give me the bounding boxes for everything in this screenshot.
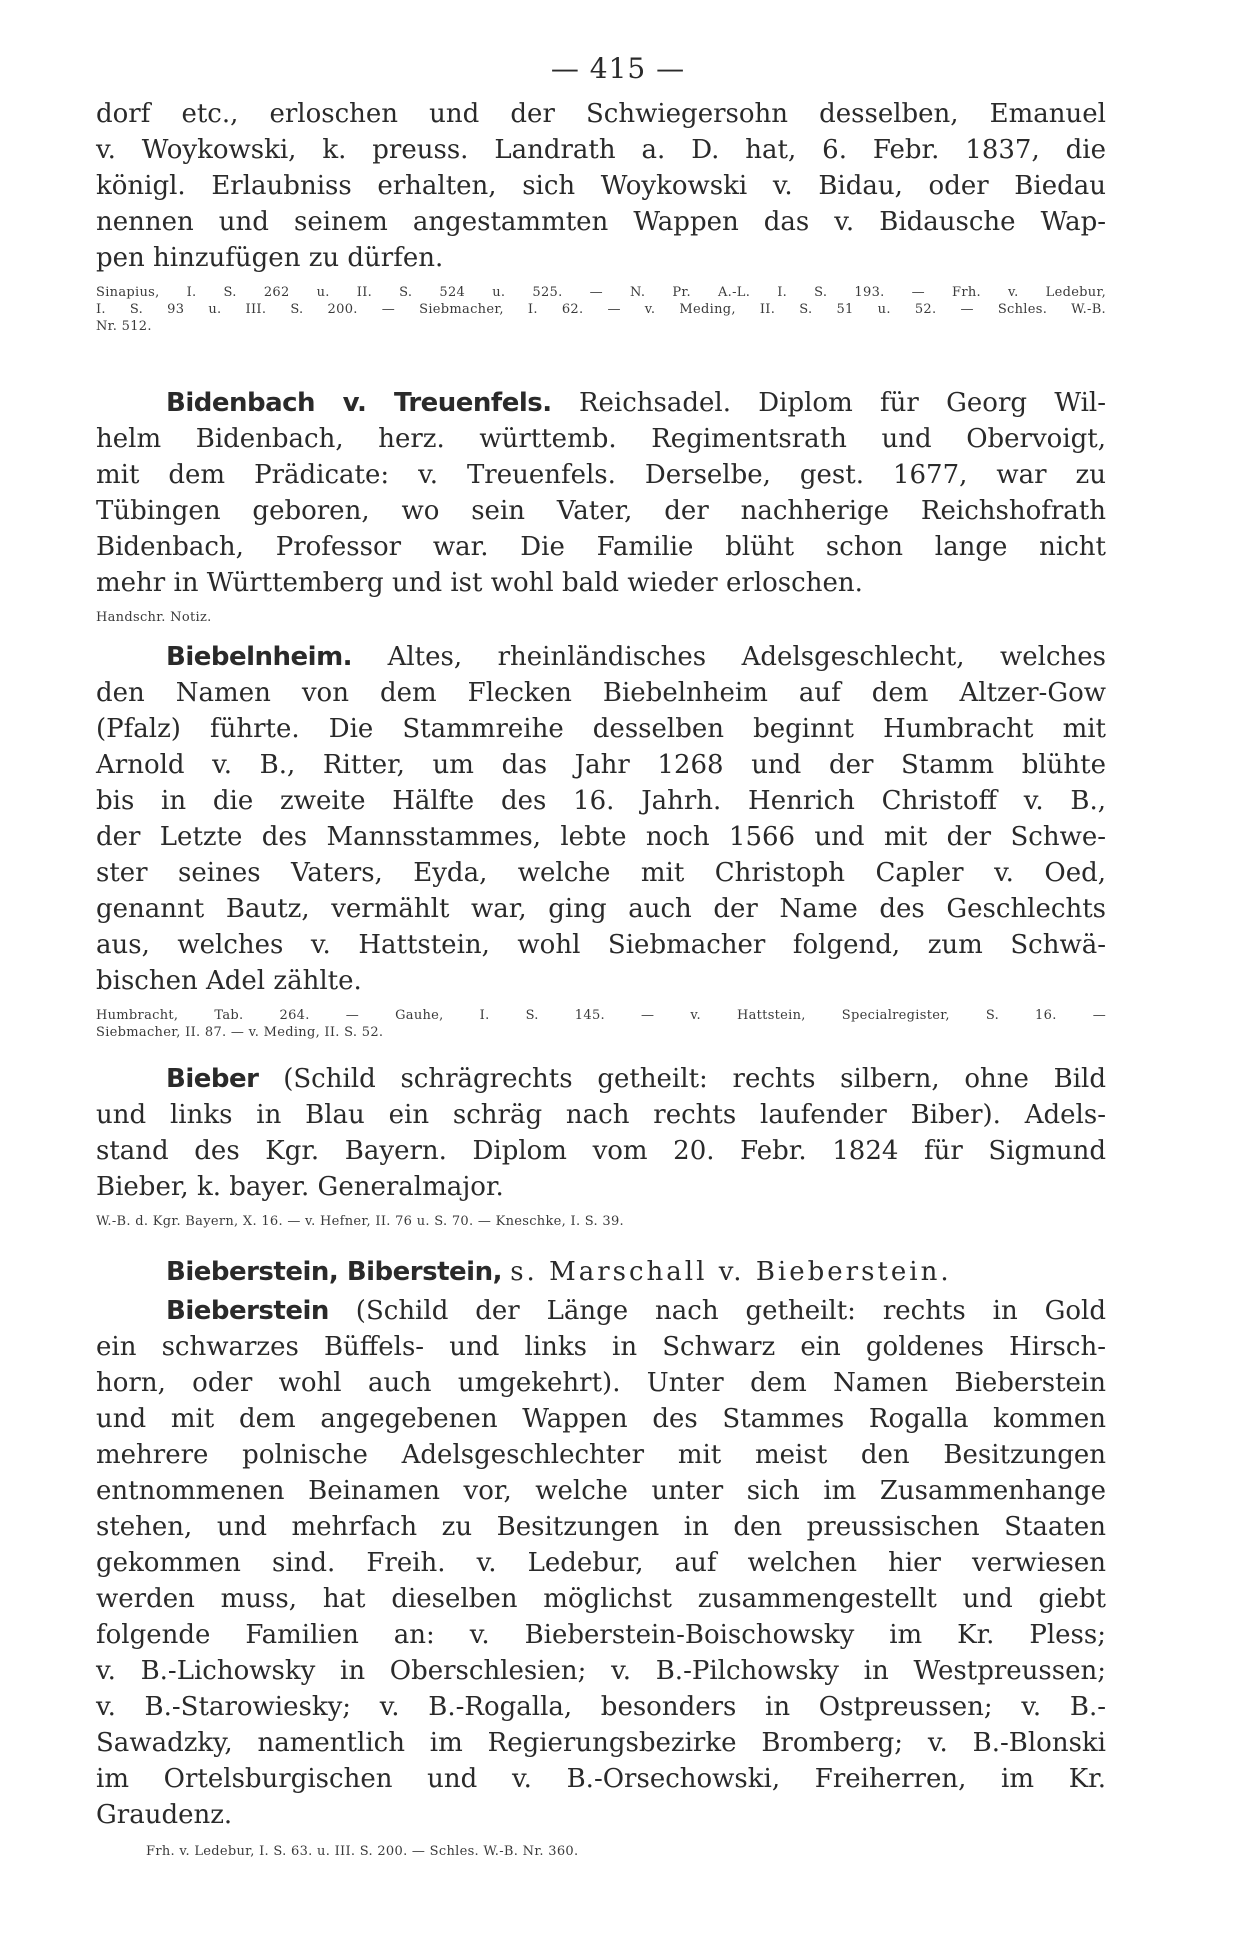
text-line: v. Woykowski, k. preuss. Landrath a. D. hat, 6. Febr. 1837, die	[96, 135, 1106, 165]
entry-biebelnheim	[96, 639, 1106, 1041]
text-line: mehr in Württemberg und ist wohl bald wieder erloschen.	[96, 568, 863, 598]
text-line	[96, 385, 1106, 421]
text-line	[96, 1061, 1106, 1097]
entry-bieberstein	[96, 1293, 1106, 1860]
text-line: ster seines Vaters, Eyda, welche mit Christoph Capler v. Oed,	[96, 858, 1106, 888]
entry-heading: Bieberstein, Biberstein,	[166, 1257, 502, 1287]
text-line: (Pfalz) führte. Die Stammreihe desselben beginnt Humbracht mit	[96, 714, 1106, 744]
text-line: dorf etc., erloschen und der Schwiegersohn desselben, Emanuel	[96, 99, 1106, 129]
text-line: gekommen sind. Freih. v. Ledebur, auf welchen hier verwiesen	[96, 1548, 1106, 1578]
text-line: entnommenen Beinamen vor, welche unter sich im Zusammenhange	[96, 1476, 1106, 1506]
entry-heading: Biebelnheim.	[166, 642, 353, 672]
text-line: helm Bidenbach, herz. württemb. Regimentsrath und Obervoigt,	[96, 424, 1106, 454]
text-line: Bidenbach, Professor war. Die Familie blüht schon lange nicht	[96, 532, 1106, 562]
source-citation: Humbracht, Tab. 264. — Gauhe, I. S. 145. — v. Hattstein, Specialregister, S. 16. —	[96, 1008, 1106, 1023]
text-line: im Ortelsburgischen und v. B.-Orsechowski, Freiherren, im Kr.	[96, 1764, 1106, 1794]
page-number: — 415 —	[550, 52, 686, 85]
text-line	[96, 1254, 1106, 1290]
entry-heading: Bidenbach v. Treuenfels.	[166, 388, 552, 418]
text-line-content: Altes, rheinländisches Adelsgeschlecht, welches	[387, 642, 1107, 672]
entry-heading: Bieber	[166, 1064, 259, 1094]
entry-woykowski-continuation	[96, 96, 1106, 335]
text-line: Sawadzky, namentlich im Regierungsbezirke Bromberg; v. B.-Blonski	[96, 1728, 1106, 1758]
text-line: Tübingen geboren, wo sein Vater, der nachherige Reichshofrath	[96, 496, 1106, 526]
text-line: stehen, und mehrfach zu Besitzungen in den preussischen Staaten	[96, 1512, 1106, 1542]
text-line: werden muss, hat dieselben möglichst zusammengestellt und giebt	[96, 1584, 1106, 1614]
entry-heading: Bieberstein	[166, 1296, 329, 1326]
text-line: königl. Erlaubniss erhalten, sich Woykowski v. Bidau, oder Biedau	[96, 171, 1106, 201]
text-line: genannt Bautz, vermählt war, ging auch der Name des Geschlechts	[96, 894, 1106, 924]
text-line: bis in die zweite Hälfte des 16. Jahrh. Henrich Christoff v. B.,	[96, 786, 1106, 816]
text-line: mit dem Prädicate: v. Treuenfels. Derselbe, gest. 1677, war zu	[96, 460, 1106, 490]
source-citation: W.-B. d. Kgr. Bayern, X. 16. — v. Hefner, II. 76 u. S. 70. — Kneschke, I. S. 39.	[96, 1214, 624, 1229]
text-line-content: Reichsadel. Diplom für Georg Wil-	[578, 388, 1107, 418]
text-line: pen hinzufügen zu dürfen.	[96, 243, 444, 273]
text-line: und links in Blau ein schräg nach rechts laufender Biber). Adels-	[96, 1100, 1106, 1130]
text-line: folgende Familien an: v. Bieberstein-Boischowsky im Kr. Pless;	[96, 1620, 1106, 1650]
source-citation: I. S. 93 u. III. S. 200. — Siebmacher, I. 62. — v. Meding, II. S. 51 u. 52. — Schles. W.-B.	[96, 302, 1106, 317]
text-line: stand des Kgr. Bayern. Diplom vom 20. Febr. 1824 für Sigmund	[96, 1136, 1106, 1166]
source-citation: Sinapius, I. S. 262 u. II. S. 524 u. 525. — N. Pr. A.-L. I. S. 193. — Frh. v. Ledebur,	[96, 285, 1106, 300]
text-line: v. B.-Starowiesky; v. B.-Rogalla, besonders in Ostpreussen; v. B.-	[96, 1692, 1106, 1722]
text-line: bischen Adel zählte.	[96, 966, 362, 996]
text-line: Bieber, k. bayer. Generalmajor.	[96, 1172, 504, 1202]
text-line-content: (Schild der Länge nach getheilt: rechts in Gold	[355, 1296, 1107, 1326]
entry-bidenbach	[96, 385, 1106, 626]
text-line: mehrere polnische Adelsgeschlechter mit meist den Besitzungen	[96, 1440, 1106, 1470]
text-line: der Letzte des Mannsstammes, lebte noch 1566 und mit der Schwe-	[96, 822, 1106, 852]
source-citation: Siebmacher, II. 87. — v. Meding, II. S. 52.	[96, 1025, 384, 1040]
text-line	[96, 639, 1106, 675]
text-line: aus, welches v. Hattstein, wohl Siebmacher folgend, zum Schwä-	[96, 930, 1106, 960]
source-citation: Nr. 512.	[96, 319, 152, 334]
text-line: v. B.-Lichowsky in Oberschlesien; v. B.-Pilchowsky in Westpreussen;	[96, 1656, 1106, 1686]
text-line: den Namen von dem Flecken Biebelnheim auf dem Altzer-Gow	[96, 678, 1106, 708]
text-line-content: (Schild schrägrechts getheilt: rechts silbern, ohne Bild	[283, 1064, 1107, 1094]
source-citation: Frh. v. Ledebur, I. S. 63. u. III. S. 200. — Schles. W.-B. Nr. 360.	[146, 1844, 579, 1859]
text-line: und mit dem angegebenen Wappen des Stammes Rogalla kommen	[96, 1404, 1106, 1434]
text-line: horn, oder wohl auch umgekehrt). Unter dem Namen Bieberstein	[96, 1368, 1106, 1398]
entry-bieberstein-reference	[96, 1254, 1106, 1290]
text-line	[96, 1293, 1106, 1329]
entry-bieber	[96, 1061, 1106, 1230]
source-citation: Handschr. Notiz.	[96, 610, 212, 625]
text-line: Graudenz.	[96, 1800, 233, 1830]
cross-reference: s. Marschall v. Bieberstein.	[510, 1257, 952, 1287]
text-line: Arnold v. B., Ritter, um das Jahr 1268 und der Stamm blühte	[96, 750, 1106, 780]
text-line: ein schwarzes Büffels- und links in Schwarz ein goldenes Hirsch-	[96, 1332, 1106, 1362]
text-line: nennen und seinem angestammten Wappen das v. Bidausche Wap-	[96, 207, 1106, 237]
